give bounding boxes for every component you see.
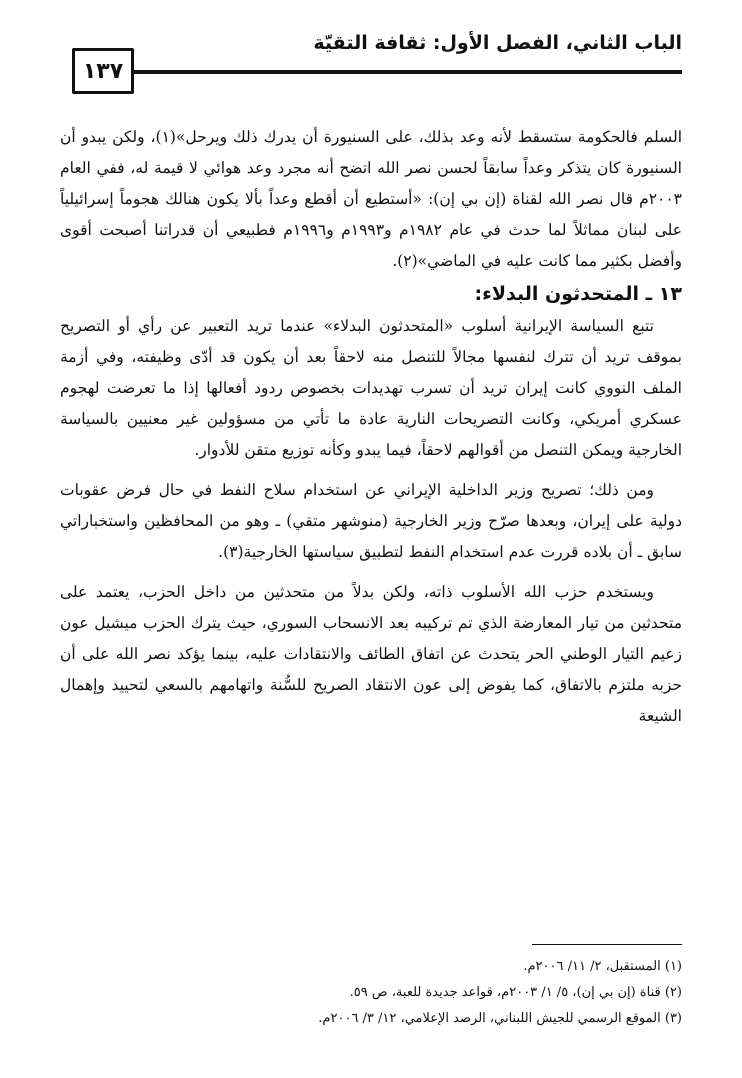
section-heading: ١٣ ـ المتحدثون البدلاء: bbox=[474, 283, 682, 305]
running-header: الباب الثاني، الفصل الأول: ثقافة التقيّة bbox=[313, 32, 682, 54]
footnote-rule bbox=[532, 944, 682, 945]
footnote-1: (١) المستقبل، ٢/ ١١/ ٢٠٠٦م. bbox=[523, 959, 682, 974]
paragraph-1: السلم فالحكومة ستسقط لأنه وعد بذلك، على السنيورة أن يدرك ذلك ويرحل»(١)، ولكن يبدو أن السنيورة كان يتذكر وعداً سابقاً لحسن نصر الله اتضح أنه مجرد وعد هوائي لا قيمة له، ففي العام ٢٠٠٣م قال نصر الله لقناة (إن بي إن): «أستطيع أن أقطع وعداً بألا يكون هنالك هجوماً إسرائيلياً على لبنان مماثلاً لما حدث في عام ١٩٨٢م و١٩٩٣م و١٩٩٦م فطبيعي أن قدراتنا أصبحت أقوى وأفضل بكثير مما كانت عليه في الماضي»(٢). bbox=[60, 128, 683, 270]
body-text bbox=[60, 122, 682, 732]
footnotes bbox=[60, 954, 682, 1032]
paragraph-4: ويستخدم حزب الله الأسلوب ذاته، ولكن بدلاً من متحدثين من داخل الحزب، يعتمد على متحدثين من تيار المعارضة الذي تم تركيبه بعد الانسحاب السوري، حيث يترك الحزب ميشيل عون زعيم التيار الوطني الحر يتحدث عن اتفاق الطائف والانتقادات عليه، بينما يؤكد نصر الله على أن حزبه ملتزم بالاتفاق، كما يفوض إلى عون الانتقاد الصريح للسُّنة واتهامهم بالسعي لتحييد وإهمال الشيعة bbox=[60, 583, 682, 725]
paragraph-gap bbox=[60, 466, 682, 475]
footnote-3: (٣) الموقع الرسمي للجيش اللبناني، الرصد الإعلامي، ١٢/ ٣/ ٢٠٠٦م. bbox=[318, 1011, 682, 1026]
paragraph-gap bbox=[60, 568, 682, 577]
header-rule bbox=[130, 70, 682, 74]
footnote-2: (٢) قناة (إن بي إن)، ٥/ ١/ ٢٠٠٣م، قواعد جديدة للعبة، ص ٥٩. bbox=[349, 985, 682, 1000]
paragraph-2: تتبع السياسة الإيرانية أسلوب «المتحدثون البدلاء» عندما تريد التعبير عن رأي أو التصريح بموقف تريد أن تترك لنفسها مجالاً للتنصل منه لاحقاً بعد أن يكون قد أدّى وظيفته، وفي أزمة الملف النووي كانت إيران تريد أن تسرب تهديدات بخصوص ردود أفعالها إذا ما تعرضت لهجوم عسكري أمريكي، وكانت التصريحات النارية عادة ما تأتي من مسؤولين غير معنيين بالسياسة الخارجية ويمكن التنصل من أقوالهم لاحقاً، فيما يبدو وكأنه توزيع متقن للأدوار. bbox=[60, 317, 682, 459]
page-number: ١٣٧ bbox=[72, 48, 134, 94]
paragraph-3: ومن ذلك؛ تصريح وزير الداخلية الإيراني عن استخدام سلاح النفط في حال فرض عقوبات دولية على إيران، وبعدها صرّح وزير الخارجية (منوشهر متقي) ـ وهو من المحافظين واستخباراتي سابق ـ أن بلاده قررت عدم استخدام النفط لتطبيق سياستها الخارجية(٣). bbox=[60, 481, 682, 561]
